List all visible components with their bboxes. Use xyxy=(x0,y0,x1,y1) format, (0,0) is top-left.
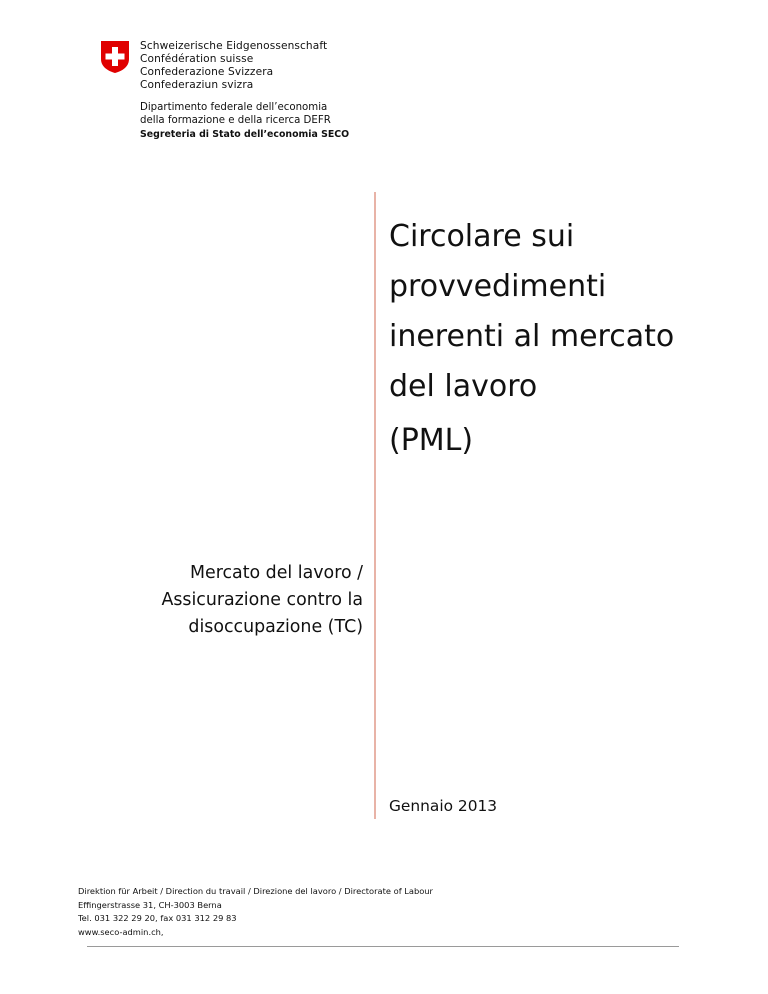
swiss-cross-shield-icon xyxy=(100,40,130,74)
footer-rule xyxy=(87,946,679,947)
department-block xyxy=(140,101,349,141)
document-subject xyxy=(161,560,363,641)
footer-street: Effingerstrasse 31, CH-3003 Berna xyxy=(78,899,222,910)
title-line-1: Circolare sui xyxy=(389,219,575,254)
subject-line-3: disoccupazione (TC) xyxy=(188,617,363,637)
confederation-name-fr: Confédération suisse xyxy=(140,53,254,65)
document-title xyxy=(389,212,729,412)
secretariat-name: Segreteria di Stato dell’economia SECO xyxy=(140,128,350,140)
vertical-divider xyxy=(374,192,376,819)
department-line-2: della formazione e della ricerca DEFR xyxy=(140,115,331,127)
title-line-4: del lavoro xyxy=(389,369,538,404)
subject-line-2: Assicurazione contro la xyxy=(161,590,363,610)
confederation-name-de: Schweizerische Eidgenossenschaft xyxy=(140,40,328,52)
title-line-2: provvedimenti xyxy=(389,269,607,304)
subject-line-1: Mercato del lavoro / xyxy=(190,563,363,583)
confederation-name-it: Confederazione Svizzera xyxy=(140,66,274,78)
footer-address xyxy=(78,885,433,939)
confederation-name-rm: Confederaziun svizra xyxy=(140,79,254,91)
footer-phone: Tel. 031 322 29 20, fax 031 312 29 83 xyxy=(78,913,237,923)
title-line-3: inerenti al mercato xyxy=(389,319,675,354)
confederation-names xyxy=(140,40,327,92)
publication-date: Gennaio 2013 xyxy=(389,797,498,815)
footer-website: www.seco-admin.ch, xyxy=(78,926,164,937)
document-abbreviation: (PML) xyxy=(389,423,474,458)
footer-directorate: Direktion für Arbeit / Direction du travail / Direzione del lavoro / Directorate of Labour xyxy=(78,886,433,896)
department-line-1: Dipartimento federale dell’economia xyxy=(140,102,328,113)
